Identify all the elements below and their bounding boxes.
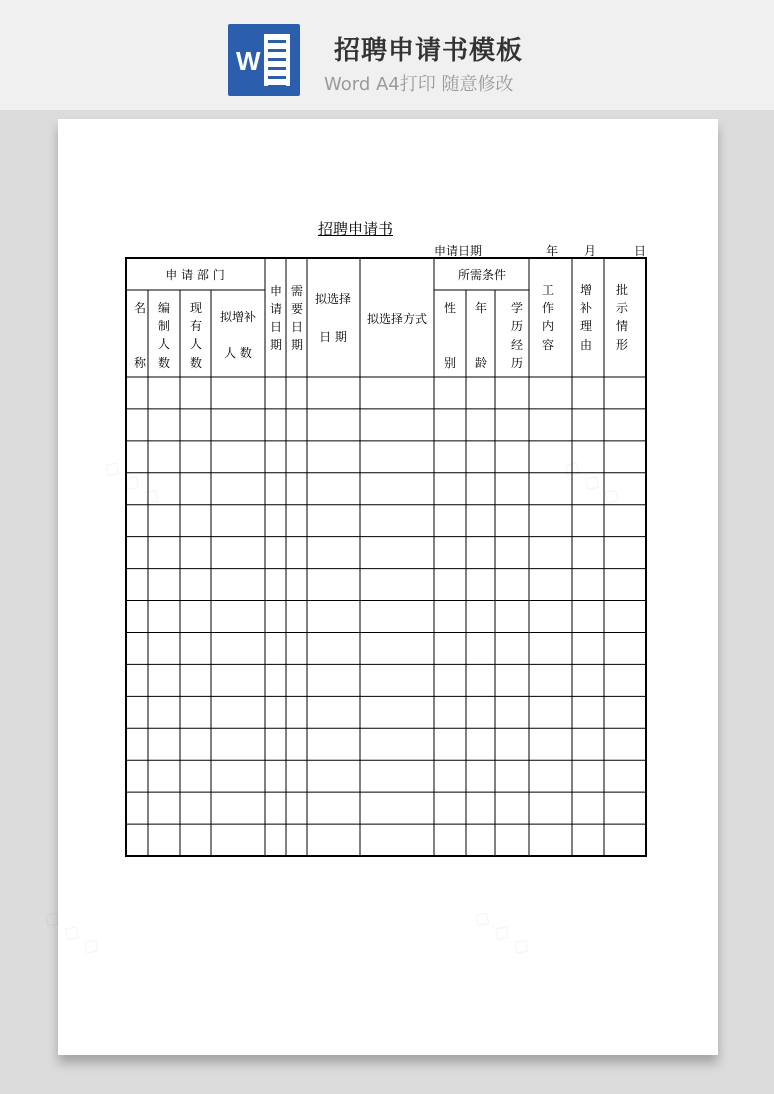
table-cell[interactable]	[467, 793, 494, 823]
col-reason-header: 由	[579, 338, 593, 352]
table-cell[interactable]	[467, 378, 494, 408]
table-cell[interactable]	[496, 825, 528, 855]
table-cell[interactable]	[496, 506, 528, 536]
col-work-header: 内	[541, 319, 555, 333]
table-cell[interactable]	[181, 378, 210, 408]
table-cell[interactable]	[212, 729, 264, 759]
table-cell[interactable]	[308, 697, 359, 727]
table-cell[interactable]	[530, 793, 571, 823]
col-apply-date-header: 申	[269, 284, 283, 298]
table-cell[interactable]	[308, 474, 359, 504]
table-cell[interactable]	[467, 825, 494, 855]
table-cell[interactable]	[149, 793, 179, 823]
table-cell[interactable]	[308, 633, 359, 663]
table-cell[interactable]	[308, 825, 359, 855]
table-cell[interactable]	[496, 793, 528, 823]
table-cell[interactable]	[573, 442, 603, 472]
table-cell[interactable]	[149, 378, 179, 408]
table-cell[interactable]	[127, 378, 147, 408]
table-cell[interactable]	[127, 697, 147, 727]
table-cell[interactable]	[308, 602, 359, 632]
table-cell[interactable]	[266, 506, 285, 536]
table-cell[interactable]	[266, 793, 285, 823]
col-current-header: 人	[189, 337, 203, 351]
table-cell[interactable]	[212, 633, 264, 663]
table-cell[interactable]	[308, 506, 359, 536]
table-cell[interactable]	[127, 602, 147, 632]
table-cell[interactable]	[308, 570, 359, 600]
table-cell[interactable]	[435, 410, 465, 440]
table-cell[interactable]	[573, 633, 603, 663]
table-cell[interactable]	[573, 665, 603, 695]
table-cell[interactable]	[467, 602, 494, 632]
table-cell[interactable]	[127, 761, 147, 791]
table-cell[interactable]	[266, 825, 285, 855]
table-cell[interactable]	[573, 410, 603, 440]
req-header: 所需条件	[457, 268, 507, 282]
banner-subtitle: Word A4打印 随意修改	[324, 74, 514, 95]
table-cell[interactable]	[361, 506, 433, 536]
table-cell[interactable]	[127, 474, 147, 504]
table-cell[interactable]	[149, 602, 179, 632]
table-cell[interactable]	[149, 538, 179, 568]
col-name-header: 称	[133, 356, 147, 370]
col-quota-header: 编	[157, 301, 171, 315]
col-work-header: 作	[541, 301, 555, 315]
table-cell[interactable]	[573, 378, 603, 408]
word-icon-letter: W	[236, 46, 261, 76]
table-cell[interactable]	[361, 378, 433, 408]
table-cell[interactable]	[287, 378, 306, 408]
table-cell[interactable]	[266, 538, 285, 568]
table-cell[interactable]	[266, 697, 285, 727]
table-cell[interactable]	[212, 410, 264, 440]
table-cell[interactable]	[573, 793, 603, 823]
table-cell[interactable]	[287, 602, 306, 632]
table-cell[interactable]	[530, 538, 571, 568]
table-cell[interactable]	[361, 602, 433, 632]
table-cell[interactable]	[530, 665, 571, 695]
table-cell[interactable]	[361, 697, 433, 727]
month-label: 月	[584, 244, 597, 258]
table-cell[interactable]	[127, 633, 147, 663]
table-cell[interactable]	[573, 538, 603, 568]
table-cell[interactable]	[361, 761, 433, 791]
table-cell[interactable]	[573, 474, 603, 504]
col-approval-header: 示	[615, 301, 629, 315]
table-cell[interactable]	[467, 474, 494, 504]
table-cell[interactable]	[266, 602, 285, 632]
col-current-header: 现	[189, 301, 203, 315]
table-cell[interactable]	[308, 793, 359, 823]
table-cell[interactable]	[287, 474, 306, 504]
table-cell[interactable]	[149, 410, 179, 440]
col-approval-header: 形	[615, 338, 629, 352]
table-cell[interactable]	[496, 378, 528, 408]
col-select-date-header: 日 期	[319, 330, 347, 344]
table-cell[interactable]	[127, 442, 147, 472]
table-cell[interactable]	[266, 570, 285, 600]
table-cell[interactable]	[435, 570, 465, 600]
col-add-header: 人 数	[224, 346, 252, 360]
col-apply-date-header: 日	[269, 320, 283, 334]
document-title: 招聘申请书	[318, 220, 394, 238]
table-cell[interactable]	[149, 697, 179, 727]
table-cell[interactable]	[605, 602, 645, 632]
table-cell[interactable]	[573, 761, 603, 791]
table-cell[interactable]	[287, 538, 306, 568]
table-cell[interactable]	[266, 442, 285, 472]
table-cell[interactable]	[287, 506, 306, 536]
table-cell[interactable]	[605, 538, 645, 568]
table-cell[interactable]	[127, 825, 147, 855]
table-cell[interactable]	[605, 442, 645, 472]
table-cell[interactable]	[496, 665, 528, 695]
table-cell[interactable]	[605, 378, 645, 408]
table-cell[interactable]	[127, 665, 147, 695]
col-gender-header: 性	[443, 301, 457, 315]
col-quota-header: 人	[157, 337, 171, 351]
table-cell[interactable]	[496, 761, 528, 791]
table-cell[interactable]	[605, 761, 645, 791]
table-cell[interactable]	[266, 633, 285, 663]
table-cell[interactable]	[308, 729, 359, 759]
col-current-header: 数	[189, 356, 203, 370]
table-cell[interactable]	[573, 506, 603, 536]
table-cell[interactable]	[605, 474, 645, 504]
table-cell[interactable]	[287, 793, 306, 823]
table-cell[interactable]	[435, 506, 465, 536]
table-cell[interactable]	[530, 697, 571, 727]
table-cell[interactable]	[181, 729, 210, 759]
table-cell[interactable]	[149, 729, 179, 759]
table-cell[interactable]	[496, 697, 528, 727]
table-cell[interactable]	[361, 410, 433, 440]
table-cell[interactable]	[361, 442, 433, 472]
table-cell[interactable]	[308, 410, 359, 440]
table-cell[interactable]	[149, 442, 179, 472]
table-cell[interactable]	[605, 793, 645, 823]
table-cell[interactable]	[435, 538, 465, 568]
col-select-method-header: 拟选择方式	[366, 312, 428, 326]
table-cell[interactable]	[605, 825, 645, 855]
table-cell[interactable]	[212, 570, 264, 600]
table-cell[interactable]	[212, 506, 264, 536]
table-cell[interactable]	[181, 602, 210, 632]
table-cell[interactable]	[435, 602, 465, 632]
col-quota-header: 制	[157, 319, 171, 333]
table-cell[interactable]	[467, 538, 494, 568]
table-cell[interactable]	[361, 729, 433, 759]
col-current-header: 有	[189, 319, 203, 333]
table-cell[interactable]	[496, 602, 528, 632]
table-cell[interactable]	[573, 602, 603, 632]
table-cell[interactable]	[181, 506, 210, 536]
table-cell[interactable]	[435, 474, 465, 504]
table-cell[interactable]	[266, 729, 285, 759]
table-cell[interactable]	[287, 697, 306, 727]
table-cell[interactable]	[605, 570, 645, 600]
table-cell[interactable]	[361, 793, 433, 823]
table-cell[interactable]	[435, 793, 465, 823]
table-cell[interactable]	[181, 538, 210, 568]
table-cell[interactable]	[530, 506, 571, 536]
table-cell[interactable]	[467, 570, 494, 600]
table-cell[interactable]	[573, 697, 603, 727]
table-cell[interactable]	[212, 474, 264, 504]
table-cell[interactable]	[287, 729, 306, 759]
table-cell[interactable]	[530, 729, 571, 759]
col-reason-header: 增	[579, 283, 593, 297]
date-label: 申请日期	[434, 244, 483, 258]
table-cell[interactable]	[266, 474, 285, 504]
table-cell[interactable]	[530, 761, 571, 791]
table-cell[interactable]	[605, 633, 645, 663]
table-cell[interactable]	[149, 633, 179, 663]
table-cell[interactable]	[181, 793, 210, 823]
table-cell[interactable]	[127, 538, 147, 568]
col-approval-header: 批	[615, 283, 629, 297]
day-label: 日	[634, 244, 647, 258]
col-edu-header: 学	[510, 301, 524, 315]
table-cell[interactable]	[308, 538, 359, 568]
table-cell[interactable]	[435, 761, 465, 791]
table-cell[interactable]	[435, 442, 465, 472]
table-cell[interactable]	[181, 665, 210, 695]
col-age-header: 龄	[474, 356, 488, 370]
col-edu-header: 历	[510, 319, 524, 333]
table-cell[interactable]	[181, 570, 210, 600]
col-gender-header: 别	[443, 356, 457, 370]
table-cell[interactable]	[212, 697, 264, 727]
table-cell[interactable]	[181, 410, 210, 440]
table-cell[interactable]	[467, 761, 494, 791]
table-cell[interactable]	[435, 825, 465, 855]
table-cell[interactable]	[530, 442, 571, 472]
table-cell[interactable]	[361, 825, 433, 855]
col-age-header: 年	[474, 301, 488, 315]
table-cell[interactable]	[212, 665, 264, 695]
table-cell[interactable]	[605, 697, 645, 727]
table-cell[interactable]	[181, 825, 210, 855]
table-cell[interactable]	[467, 729, 494, 759]
table-cell[interactable]	[496, 570, 528, 600]
table-cell[interactable]	[149, 665, 179, 695]
table-cell[interactable]	[467, 697, 494, 727]
table-cell[interactable]	[530, 410, 571, 440]
col-select-date-header: 拟选择	[314, 292, 352, 306]
banner-title: 招聘申请书模板	[334, 36, 524, 66]
table-cell[interactable]	[605, 410, 645, 440]
table-cell[interactable]	[212, 538, 264, 568]
table-cell[interactable]	[287, 410, 306, 440]
table-cell[interactable]	[127, 793, 147, 823]
col-work-header: 容	[541, 338, 555, 352]
table-cell[interactable]	[435, 729, 465, 759]
table-cell[interactable]	[181, 474, 210, 504]
table-cell[interactable]	[266, 378, 285, 408]
table-cell[interactable]	[212, 442, 264, 472]
table-cell[interactable]	[530, 570, 571, 600]
table-cell[interactable]	[308, 665, 359, 695]
table-cell[interactable]	[467, 506, 494, 536]
year-label: 年	[546, 244, 559, 258]
table-cell[interactable]	[287, 442, 306, 472]
table-cell[interactable]	[181, 633, 210, 663]
col-apply-date-header: 期	[269, 338, 283, 352]
table-cell[interactable]	[467, 633, 494, 663]
table-cell[interactable]	[530, 378, 571, 408]
col-edu-header: 经	[510, 338, 524, 352]
col-need-date-header: 要	[290, 302, 304, 316]
table-cell[interactable]	[361, 633, 433, 663]
table-cell[interactable]	[149, 825, 179, 855]
table-cell[interactable]	[287, 570, 306, 600]
col-approval-header: 情	[615, 319, 629, 333]
table-cell[interactable]	[496, 633, 528, 663]
table-cell[interactable]	[361, 474, 433, 504]
col-add-header: 拟增补	[219, 310, 257, 324]
table-cell[interactable]	[573, 729, 603, 759]
table-cell[interactable]	[308, 442, 359, 472]
col-need-date-header: 期	[290, 338, 304, 352]
table-cell[interactable]	[496, 474, 528, 504]
table-cell[interactable]	[605, 665, 645, 695]
table-cell[interactable]	[467, 442, 494, 472]
col-name-header: 名	[133, 301, 147, 315]
table-cell[interactable]	[573, 825, 603, 855]
table-cell[interactable]	[127, 729, 147, 759]
table-cell[interactable]	[361, 538, 433, 568]
table-cell[interactable]	[212, 378, 264, 408]
col-reason-header: 补	[579, 301, 593, 315]
table-cell[interactable]	[266, 761, 285, 791]
table-cell[interactable]	[287, 665, 306, 695]
table-cell[interactable]	[435, 378, 465, 408]
table-cell[interactable]	[287, 633, 306, 663]
table-cell[interactable]	[266, 410, 285, 440]
table-cell[interactable]	[605, 506, 645, 536]
table-cell[interactable]	[308, 761, 359, 791]
col-reason-header: 理	[579, 319, 593, 333]
table-cell[interactable]	[127, 410, 147, 440]
table-cell[interactable]	[212, 761, 264, 791]
table-cell[interactable]	[496, 410, 528, 440]
table-cell[interactable]	[605, 729, 645, 759]
table-cell[interactable]	[266, 665, 285, 695]
table-cell[interactable]	[496, 538, 528, 568]
table-cell[interactable]	[149, 570, 179, 600]
table-cell[interactable]	[435, 633, 465, 663]
table-cell[interactable]	[212, 793, 264, 823]
col-apply-date-header: 请	[269, 302, 283, 316]
col-need-date-header: 需	[290, 284, 304, 298]
table-cell[interactable]	[287, 761, 306, 791]
table-cell[interactable]	[287, 825, 306, 855]
table-cell[interactable]	[212, 825, 264, 855]
table-cell[interactable]	[212, 602, 264, 632]
table-cell[interactable]	[149, 474, 179, 504]
table-cell[interactable]	[530, 474, 571, 504]
col-work-header: 工	[541, 283, 555, 297]
table-cell[interactable]	[467, 665, 494, 695]
table-cell[interactable]	[149, 506, 179, 536]
table-cell[interactable]	[573, 570, 603, 600]
col-edu-header: 历	[510, 356, 524, 370]
table-cell[interactable]	[361, 570, 433, 600]
table-cell[interactable]	[127, 506, 147, 536]
table-cell[interactable]	[127, 570, 147, 600]
table-cell[interactable]	[467, 410, 494, 440]
col-quota-header: 数	[157, 356, 171, 370]
table-cell[interactable]	[181, 442, 210, 472]
dept-header: 申 请 部 门	[165, 268, 225, 282]
table-cell[interactable]	[435, 665, 465, 695]
table-cell[interactable]	[435, 697, 465, 727]
table-cell[interactable]	[181, 761, 210, 791]
table-cell[interactable]	[181, 697, 210, 727]
table-cell[interactable]	[308, 378, 359, 408]
col-need-date-header: 日	[290, 320, 304, 334]
table-cell[interactable]	[496, 442, 528, 472]
table-cell[interactable]	[530, 825, 571, 855]
table-cell[interactable]	[149, 761, 179, 791]
table-cell[interactable]	[530, 633, 571, 663]
table-cell[interactable]	[361, 665, 433, 695]
table-cell[interactable]	[496, 729, 528, 759]
table-cell[interactable]	[530, 602, 571, 632]
